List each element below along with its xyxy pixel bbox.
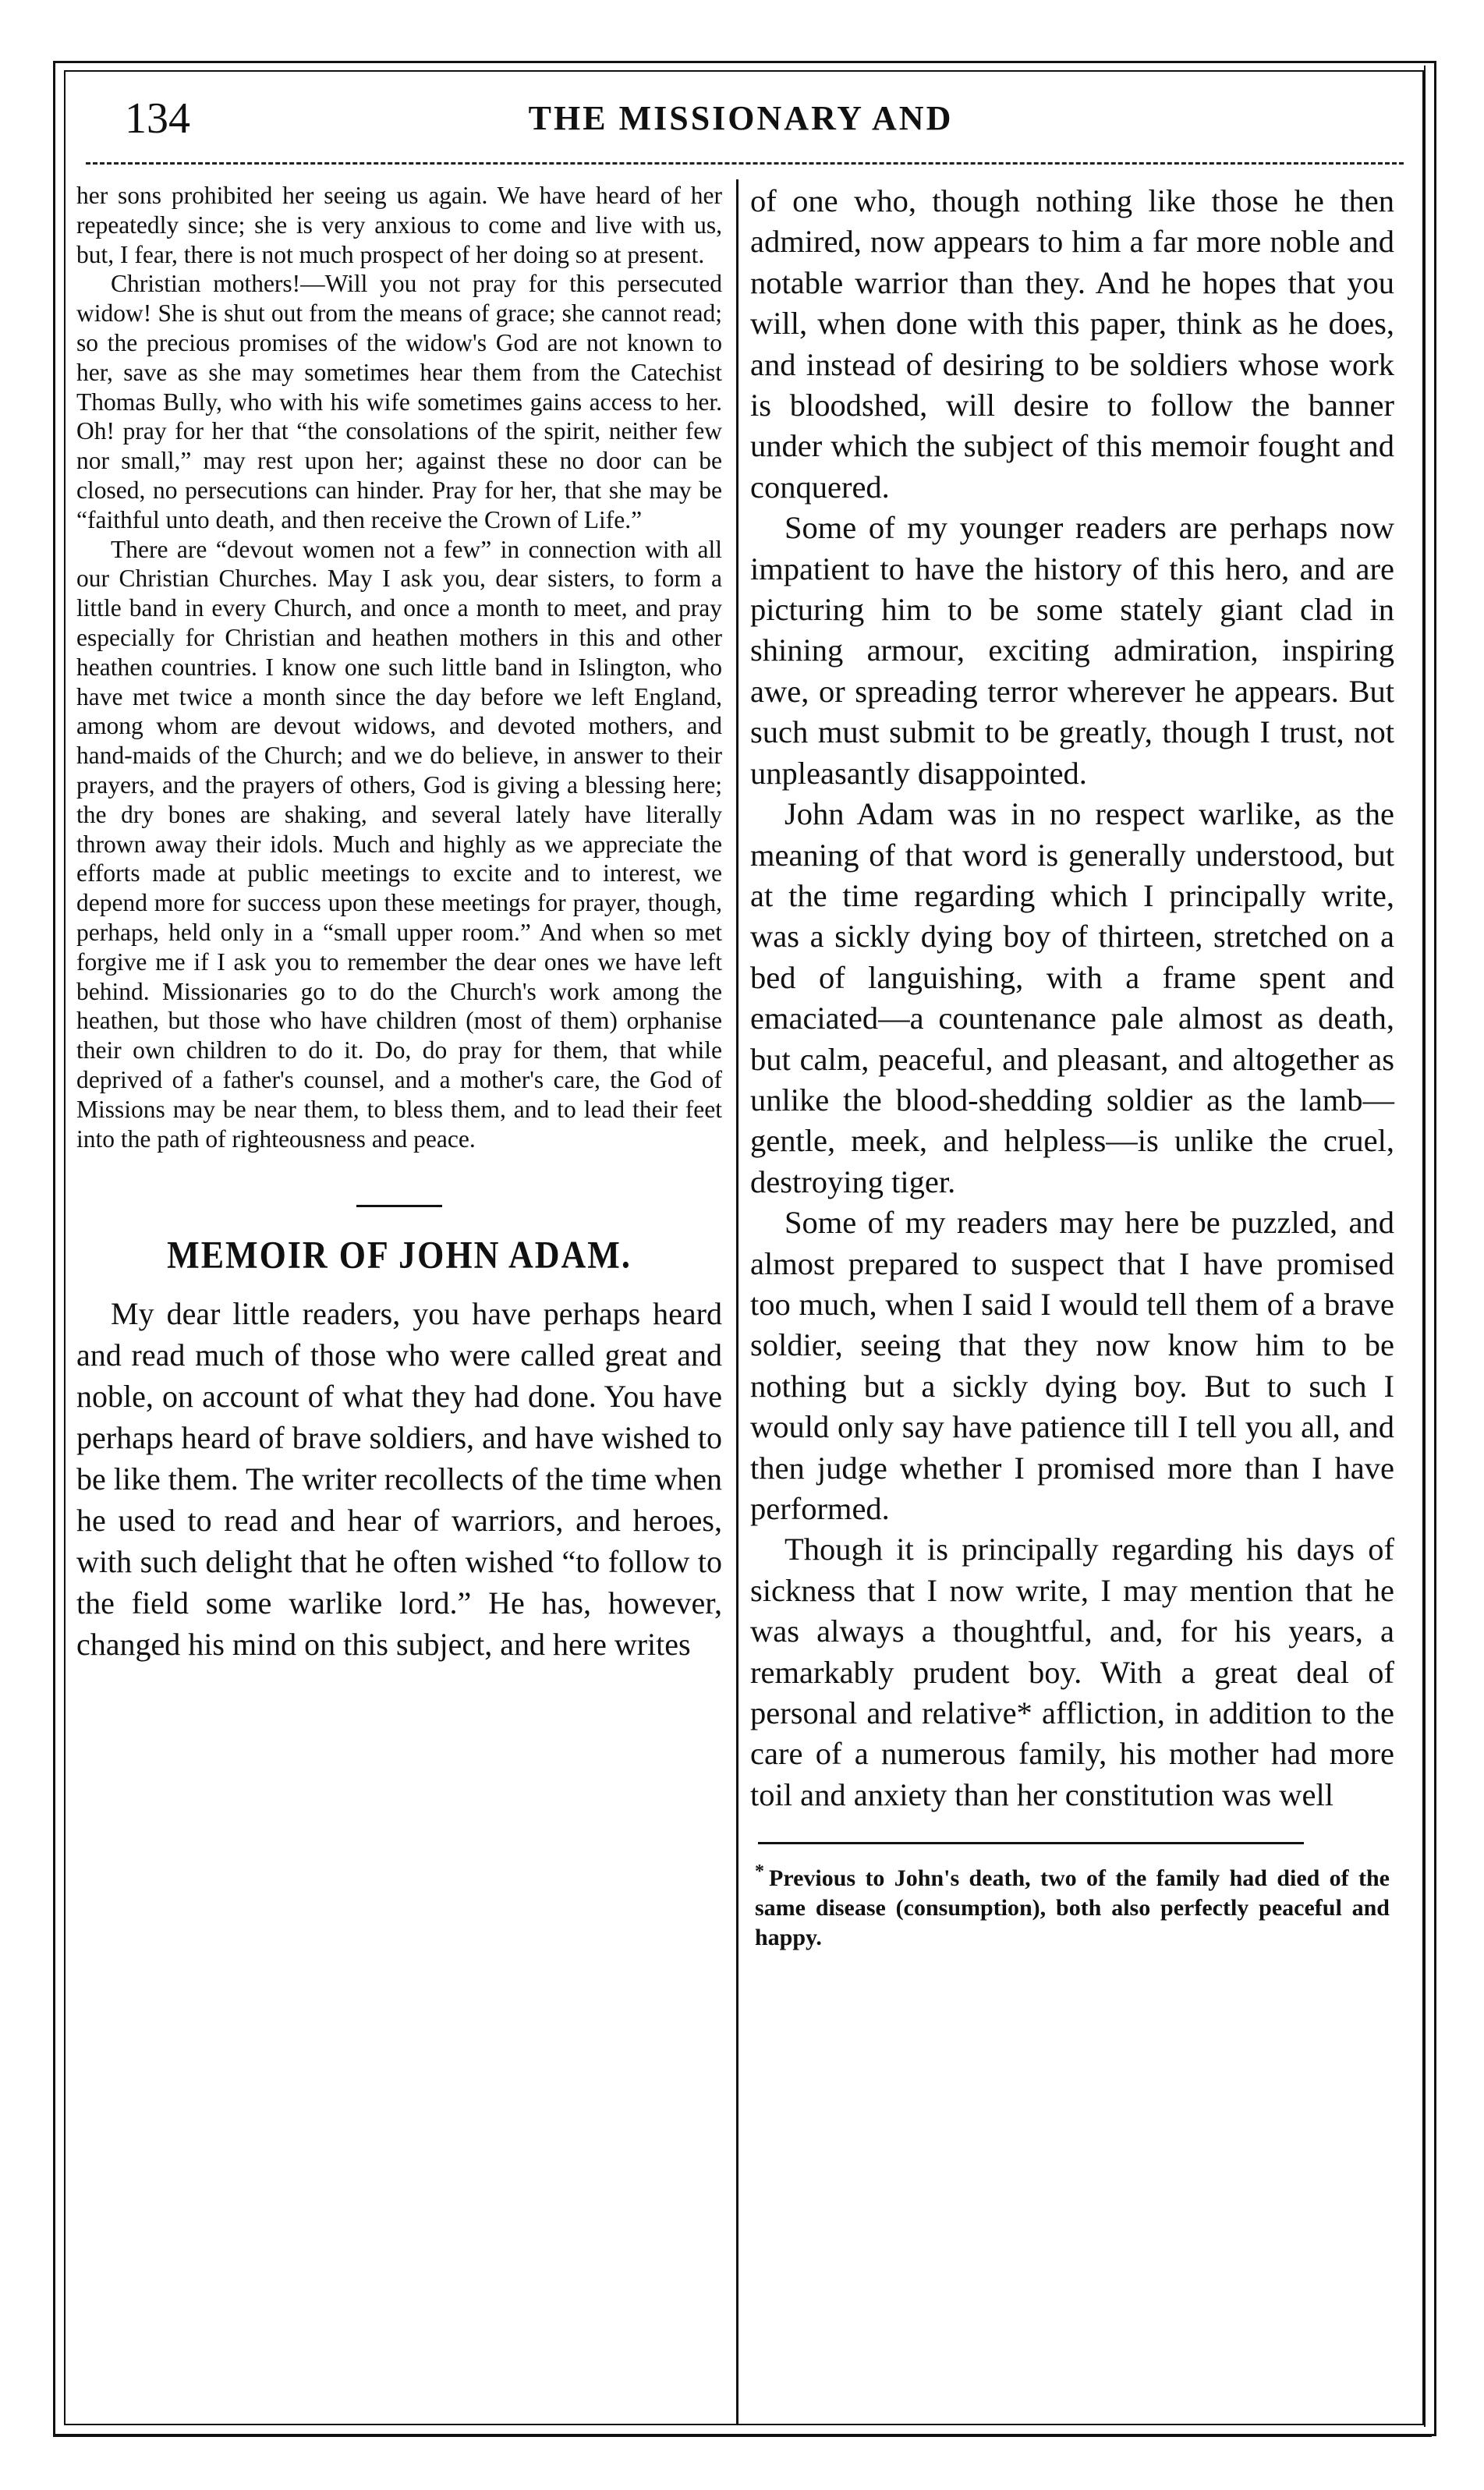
memoir-title: MEMOIR OF JOHN ADAM. <box>167 1234 632 1277</box>
footnote-rule <box>758 1842 1304 1844</box>
page-border-right-rule <box>1424 66 1426 2427</box>
paragraph: There are “devout women not a few” in connection with all our Christian Churches. May I ask you, dear sisters, to form a little band in every Church, and once a month to meet, and pray especially for Christian and heathen mothers in this and other heathen countries. I know one such little band in Islington, who have met twice a month since the day before we left England, among whom are devout widows, and devoted mothers, and hand-maids of the Church; and we do believe, in answer to their prayers, and the prayers of others, God is giving a blessing here; the dry bones are shaking, and several lately have literally thrown away their idols. Much and highly as we appreciate the efforts made at public meetings to excite and to interest, we depend more for success upon these meetings for prayer, though, perhaps, held only in a “small upper room.” And when so met forgive me if I ask you to remember the dear ones we have left behind. Missionaries go to do the Church's work among the heathen, but those who have children (most of them) orphanise their own children to do it. Do, do pray for them, that while deprived of a father's counsel, and a mother's care, the God of Missions may be near them, to bless them, and to lead their feet into the path of righteousness and peace. <box>76 535 722 1153</box>
header-rule <box>86 162 1404 165</box>
paragraph: John Adam was in no respect warlike, as the meaning of that word is generally understood, but at the time regarding which I principally write, was a sickly dying boy of thirteen, stretched on a bed of languishing, with a frame spent and emaciated—a countenance pale almost as death, but calm, peaceful, and pleasant, and altogether as unlike the blood-shedding soldier as the lamb—gentle, meek, and helpless—is unlike the cruel, destroying tiger. <box>750 796 1394 1199</box>
footnote-mark: * <box>755 1861 764 1883</box>
right-column <box>750 181 1394 1953</box>
bottom-rule <box>53 2435 1432 2437</box>
paragraph: her sons prohibited her seeing us again. We have heard of her repeatedly since; she is very anxious to come and live with us, but, I fear, there is not much prospect of her doing so at present. <box>76 182 722 268</box>
paragraph: Though it is principally regarding his days of sickness that I now write, I may mention that he was always a thoughtful, and, for his years, a remarkably prudent boy. With a great deal of personal and relative* affliction, in addition to the care of a numerous family, his mother had more toil and anxiety than her constitution was well <box>750 1532 1394 1812</box>
left-column <box>76 181 722 1665</box>
column-divider <box>736 179 738 2425</box>
running-title: THE MISSIONARY AND <box>528 99 954 137</box>
paragraph: of one who, though nothing like those he then admired, now appears to him a far more noble and notable warrior than they. And he hopes that you will, when done with this paper, think as he does, and instead of desiring to be soldiers whose work is bloodshed, will desire to follow the banner under which the subject of this memoir fought and conquered. <box>750 183 1394 505</box>
letter-section <box>76 181 722 1153</box>
paragraph: Some of my younger readers are perhaps now impatient to have the history of this hero, and are picturing him to be some stately giant clad in shining armour, exciting admiration, inspiring awe, or spreading terror wherever he appears. But such must submit to be greatly, though I trust, not unpleasantly disappointed. <box>750 510 1394 791</box>
page-number: 134 <box>125 94 190 143</box>
page-header <box>78 87 1404 150</box>
section-divider <box>356 1205 442 1207</box>
paragraph: My dear little readers, you have perhaps heard and read much of those who were called great and noble, on account of what they had done. You have perhaps heard of brave soldiers, and have wished to be like them. The writer recollects of the time when he used to read and hear of warriors, and heroes, with such delight that he often wished “to follow to the field some warlike lord.” He has, however, changed his mind on this subject, and here writes <box>76 1296 722 1663</box>
paragraph: Christian mothers!—Will you not pray for this persecuted widow! She is shut out from the means of grace; she cannot read; so the precious promises of the widow's God are not known to her, save as she may sometimes hear them from the Catechist Thomas Bully, who with his wife sometimes gains access to her. Oh! pray for her that “the consolations of the spirit, neither few nor small,” may rest upon her; against these no door can be closed, no persecutions can hinder. Pray for her, that she may be “faithful unto death, and then receive the Crown of Life.” <box>76 270 722 533</box>
memoir-section <box>76 1293 722 1665</box>
paragraph: Some of my readers may here be puzzled, and almost prepared to suspect that I have promised too much, when I said I would tell them of a brave soldier, seeing that they now know him to be nothing but a sickly dying boy. But to such I would only say have patience till I tell you all, and then judge whether I promised more than I have performed. <box>750 1205 1394 1526</box>
memoir-continued <box>750 181 1394 1815</box>
footnote <box>750 1857 1394 1953</box>
footnote-text: Previous to John's death, two of the family had died of the same disease (consumption), both also perfectly peaceful and happy. <box>755 1865 1390 1951</box>
